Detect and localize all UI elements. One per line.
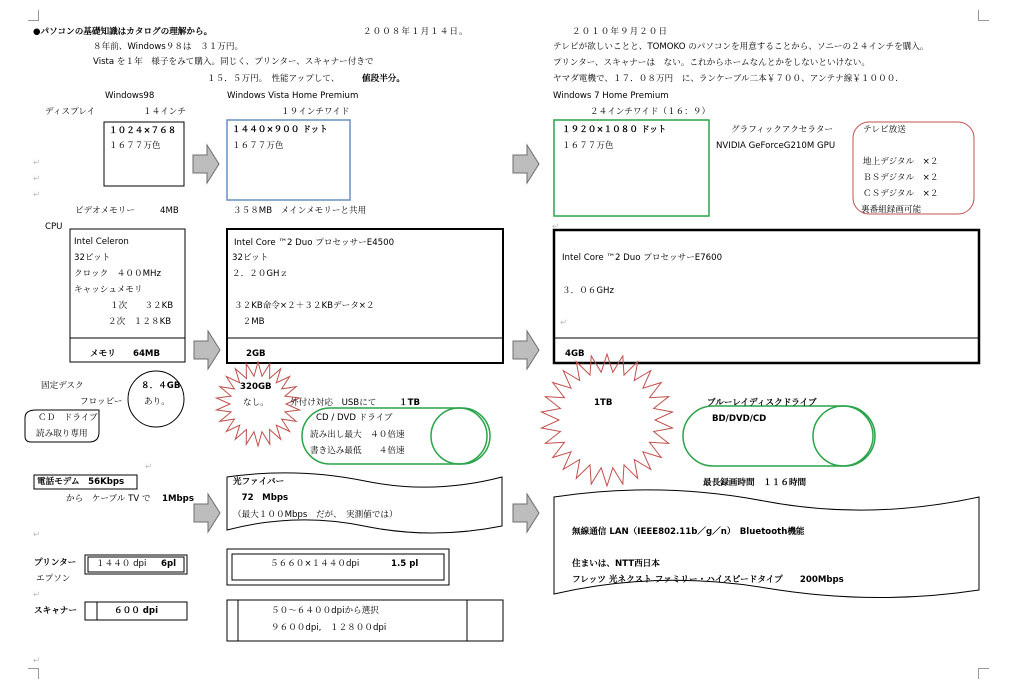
mem-old: メモリ 64MB — [90, 349, 161, 359]
paragraph-mark: ↵ — [33, 174, 41, 184]
scanner-new-line: ９６００dpi, １２８００dpi — [271, 623, 387, 633]
paragraph-mark: ↵ — [560, 318, 568, 328]
paragraph-mark: ↵ — [33, 656, 41, 666]
right-intro-line: プリンター、スキャナーは ない。これからホームなんとかをしないといけない。 — [553, 58, 870, 68]
scanner-label: スキャナー — [34, 606, 77, 616]
cable-speed: 1Mbps — [162, 494, 194, 504]
cpu-old-line: １次 ３２KB — [110, 301, 174, 311]
scanner-old: ６００ dpi — [114, 606, 159, 616]
net-line: 住まいは、NTT西日本 — [572, 559, 660, 569]
intro-line: １５．５万円。 性能アップして、 — [207, 74, 340, 84]
right-intro-line: テレビが欲しいことと、TOMOKO のパソコンを用意することから、ソニーの２４インチを購入。 — [553, 42, 929, 52]
video-mem-vista: ３５８MB メインメモリーと共用 — [233, 206, 367, 216]
hdd-win7: 1TB — [594, 398, 613, 408]
ext-size: １TB — [399, 398, 421, 408]
mem-vista: 2GB — [246, 349, 266, 359]
display-win7-size: ２４インチワイド（１６：９） — [590, 107, 711, 117]
intro-line: Vista を１年 様子をみて購入。同じく、プリンター、スキャナー付きで — [93, 57, 374, 67]
cpu-old-line: キャッシュメモリ — [74, 285, 143, 295]
tv-line: ＢＳデジタル ×２ — [863, 173, 939, 183]
colors-win7: １６７７万色 — [562, 141, 614, 151]
cpu-box-old — [70, 229, 185, 362]
display-vista-size: １９インチワイド — [281, 107, 350, 117]
intro-line: ８年前、Windows９８は ３１万円。 — [93, 42, 244, 52]
printer-new-pl: 1.5 pl — [391, 559, 419, 569]
paragraph-mark: ↵ — [33, 590, 41, 600]
cpu-label: CPU — [45, 222, 63, 232]
fiber-line: 72 Mbps — [233, 493, 289, 503]
cpu-win7-line: Intel Core ™2 Duo プロセッサーE7600 — [562, 253, 723, 263]
tv-line: テレビ放送 — [863, 125, 906, 135]
video-mem-old: 4MB — [160, 206, 179, 216]
rec-time: 最長録画時間 １１６時間 — [703, 478, 807, 488]
fdd-vista: なし。 — [243, 398, 269, 408]
display-label: ディスプレイ — [45, 107, 96, 117]
fiber-line: （最大１００Mbps だが、 実測値では） — [233, 510, 398, 520]
cpu-vista-line: Intel Core ™2 Duo プロセッサーE4500 — [234, 238, 395, 248]
hdd-label: 固定デスク — [41, 381, 84, 391]
intro-line: 値段半分。 — [362, 74, 405, 84]
colors-old: １６７７万色 — [109, 141, 161, 151]
fiber-line: 光ファイバー — [233, 477, 285, 487]
left-title: ●パソコンの基礎知識はカタログの理解から。 — [33, 27, 213, 37]
cd-old-line: ＣＤ ドライブ — [38, 413, 98, 423]
printer-new-dpi: ５６６０×１４４０dpi — [270, 559, 360, 569]
scanner-new-line: ５０～６４００dpiから選択 — [271, 606, 379, 616]
cpu-vista-line: 32ビット — [232, 253, 269, 263]
display-old-size: １４インチ — [143, 107, 186, 117]
paragraph-mark: ↵ — [552, 222, 560, 232]
paragraph-mark: ↵ — [33, 530, 41, 540]
hdd-vista: 320GB — [240, 382, 272, 392]
right-date: ２０１０年９月２０日 — [572, 27, 668, 37]
net-line: 無線通信 LAN（IEEE802.11b／g／n） Bluetooth機能 — [572, 527, 805, 537]
cpu-vista-line: ２MB — [234, 317, 265, 327]
paragraph-mark: ↵ — [33, 158, 41, 168]
left-date: ２００８年１月１４日。 — [363, 27, 469, 37]
printer-old-dpi: １４４０ dpi — [96, 559, 147, 569]
gpu: NVIDIA GeForceG210M GPU — [716, 141, 836, 151]
hdd-old: ８．４GB — [141, 381, 181, 391]
net-line: フレッツ 光ネクスト ファミリー・ハイスピードタイプ 200Mbps — [572, 575, 844, 585]
printer-old-pl: 6pl — [161, 559, 177, 569]
os-vista: Windows Vista Home Premium — [227, 91, 359, 101]
tv-line: ＣＳデジタル ×２ — [863, 189, 939, 199]
os-win7: Windows 7 Home Premium — [553, 91, 669, 101]
dvd-line: 書き込み最低 ４倍速 — [310, 446, 405, 456]
cpu-box-vista — [227, 229, 503, 363]
mem-win7: 4GB — [565, 349, 585, 359]
right-intro-line: ヤマダ電機で、１７．０８万円 に、ランケーブル二本￥７００、アンテナ線￥１０００. — [553, 74, 899, 84]
os-old: Windows98 — [105, 91, 155, 101]
modem: 電話モデム 56Kbps — [37, 477, 125, 487]
cd-old-line: 読み取り専用 — [36, 429, 88, 439]
printer-label: プリンター — [34, 558, 77, 568]
gpu-label: グラフィックアクセラター — [731, 125, 834, 135]
colors-vista: １６７７万色 — [232, 141, 284, 151]
video-mem-label: ビデオメモリー — [75, 206, 135, 216]
cable: から ケーブル TV で — [66, 494, 151, 504]
ext-vista: 外付け対応 USBにて — [290, 398, 377, 408]
paragraph-mark: ↵ — [33, 190, 41, 200]
cpu-vista-line: ２．２０GHｚ — [232, 269, 289, 279]
tv-line: 裏番組録画可能 — [861, 205, 922, 215]
dvd-line: CD / DVD ドライブ — [316, 413, 393, 423]
starburst-win7 — [542, 354, 673, 486]
res-win7: １９２０×１０８０ ドット — [562, 125, 667, 135]
dvd-line: 読み出し最大 ４０倍速 — [310, 430, 405, 440]
dvd-capsule-end — [431, 408, 487, 464]
tv-line: 地上デジタル ×２ — [863, 157, 939, 167]
paragraph-mark: ↵ — [145, 462, 153, 472]
printer-brand: エプソン — [36, 574, 71, 584]
res-vista: １４４０×９００ ドット — [232, 125, 328, 135]
cpu-old-line: 32ビット — [74, 253, 111, 263]
cpu-box-win7 — [554, 230, 979, 363]
cpu-old-line: クロック ４００MHz — [74, 269, 161, 279]
res-old: １０２４×７６８ — [109, 126, 177, 136]
cpu-vista-line: ３２KB命令×２＋３２KBデータ×２ — [234, 301, 375, 311]
bd-line: ブルーレイディスクドライブ — [707, 398, 817, 408]
tv-box — [853, 122, 974, 214]
cpu-old-line: ２次 １２８KB — [108, 317, 172, 327]
cpu-old-line: Intel Celeron — [74, 237, 129, 247]
fdd-old: あり。 — [144, 397, 170, 407]
bd-line: BD/DVD/CD — [712, 414, 767, 424]
fdd-label: フロッピー — [80, 397, 123, 407]
cpu-win7-line: ３．０６GHz — [562, 286, 615, 296]
bd-capsule-end — [813, 406, 873, 466]
